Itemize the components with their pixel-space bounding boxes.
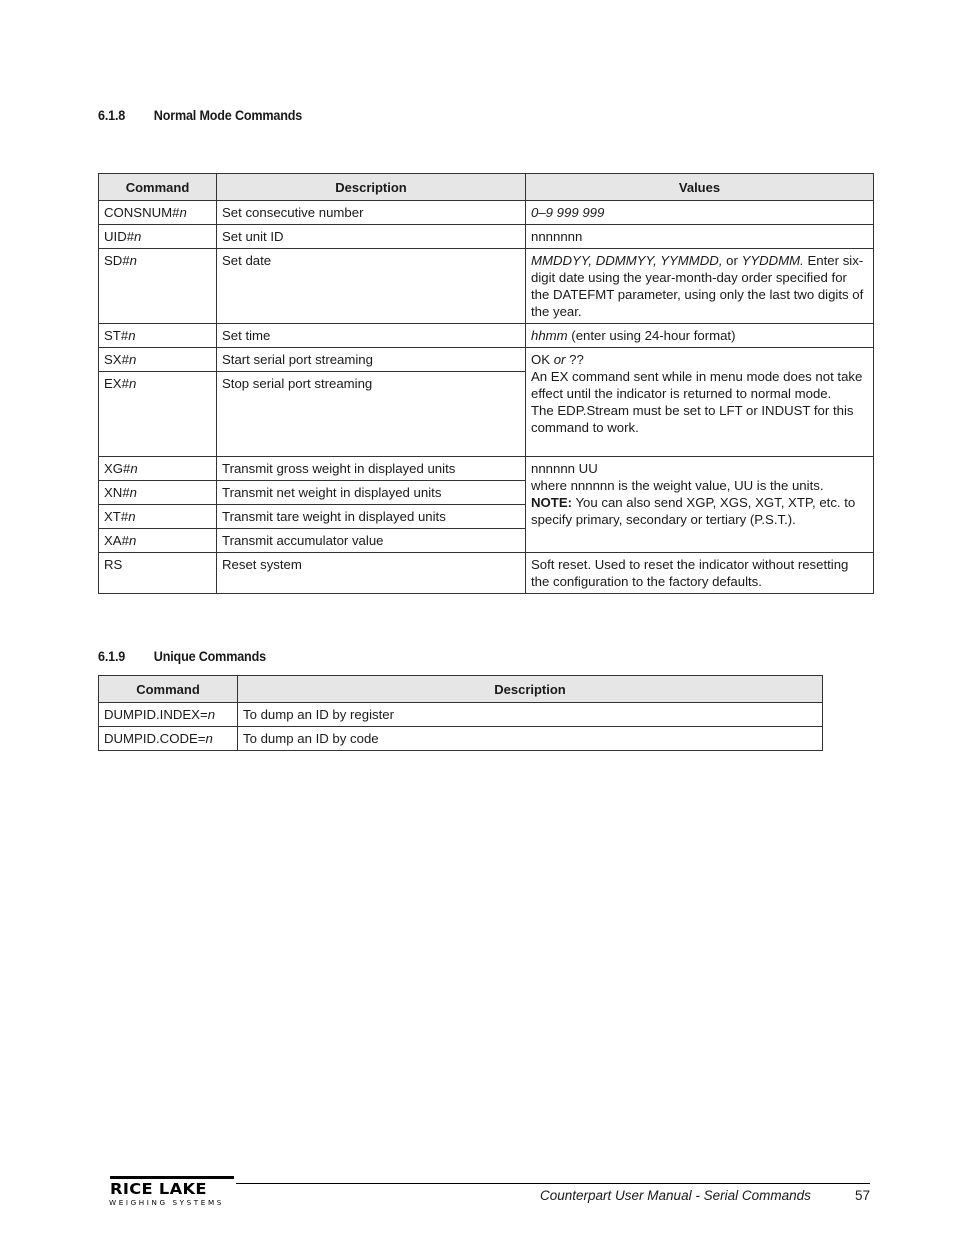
description-cell: Reset system — [217, 553, 526, 594]
stream-response-line: OK or ?? — [531, 352, 584, 367]
section-number: 6.1.9 — [98, 648, 126, 664]
command-cell: SD#n — [99, 249, 217, 324]
command-cell: UID#n — [99, 225, 217, 249]
column-header-values: Values — [526, 174, 874, 201]
command-cell: XT#n — [99, 505, 217, 529]
command-cell: DUMPID.CODE=n — [99, 727, 238, 751]
description-cell: Transmit gross weight in displayed units — [217, 457, 526, 481]
description-cell: Set unit ID — [217, 225, 526, 249]
column-header-description: Description — [217, 174, 526, 201]
section-number: 6.1.8 — [98, 107, 126, 123]
command-cell: SX#n — [99, 348, 217, 372]
values-cell: Soft reset. Used to reset the indicator without resetting the configuration to the factory defaults. — [526, 553, 874, 594]
column-header-command: Command — [99, 676, 238, 703]
table-row — [99, 324, 874, 348]
page-number: 57 — [855, 1188, 871, 1203]
command-cell: XA#n — [99, 529, 217, 553]
footer-document-title: Counterpart User Manual - Serial Commands — [540, 1188, 811, 1203]
table-row — [99, 703, 823, 727]
table-row — [99, 249, 874, 324]
command-cell: XN#n — [99, 481, 217, 505]
unique-commands-table — [98, 675, 823, 751]
stream-note-line: An EX command sent while in menu mode does not take effect until the indicator is returned to normal mode. — [531, 369, 863, 401]
table-row — [99, 727, 823, 751]
table-header-row — [99, 676, 823, 703]
command-cell: CONSNUM#n — [99, 201, 217, 225]
transmit-note: NOTE: You can also send XGP, XGS, XGT, XTP, etc. to specify primary, secondary or tertiary (P.S.T.). — [531, 495, 856, 527]
description-cell: Transmit tare weight in displayed units — [217, 505, 526, 529]
description-cell: Set consecutive number — [217, 201, 526, 225]
column-header-command: Command — [99, 174, 217, 201]
description-cell: To dump an ID by register — [238, 703, 823, 727]
description-cell: Transmit accumulator value — [217, 529, 526, 553]
table-row — [99, 457, 874, 481]
table-row — [99, 553, 874, 594]
values-cell: hhmm (enter using 24-hour format) — [526, 324, 874, 348]
command-cell: EX#n — [99, 372, 217, 457]
description-cell: Stop serial port streaming — [217, 372, 526, 457]
table-row — [99, 201, 874, 225]
column-header-description: Description — [238, 676, 823, 703]
rice-lake-logo — [108, 1176, 236, 1208]
command-cell: ST#n — [99, 324, 217, 348]
description-cell: Set date — [217, 249, 526, 324]
values-cell: MMDDYY, DDMMYY, YYMMDD, or YYDDMM. Enter six-digit date using the year-month-day order specified for the DATEFMT parameter, using only the last two digits of the year. — [526, 249, 874, 324]
command-cell: DUMPID.INDEX=n — [99, 703, 238, 727]
values-cell — [526, 457, 874, 553]
logo-tagline: WEIGHING SYSTEMS — [109, 1198, 224, 1207]
command-cell: XG#n — [99, 457, 217, 481]
command-cell: RS — [99, 553, 217, 594]
section-title: Normal Mode Commands — [153, 107, 303, 123]
description-cell: Transmit net weight in displayed units — [217, 481, 526, 505]
description-cell: To dump an ID by code — [238, 727, 823, 751]
section-heading-unique-commands — [98, 648, 266, 664]
table-row — [99, 348, 874, 372]
values-cell: nnnnnnn — [526, 225, 874, 249]
normal-mode-commands-table — [98, 173, 874, 594]
table-header-row — [99, 174, 874, 201]
logo-wordmark: RICE LAKE — [110, 1180, 207, 1198]
transmit-format-line: nnnnnn UU — [531, 461, 598, 476]
stream-note-line: The EDP.Stream must be set to LFT or INDUST for this command to work. — [531, 403, 854, 435]
footer-divider — [236, 1183, 870, 1184]
values-cell: 0–9 999 999 — [526, 201, 874, 225]
logo-bar — [110, 1176, 234, 1179]
transmit-explain-line: where nnnnnn is the weight value, UU is the units. — [531, 478, 824, 493]
section-title: Unique Commands — [153, 648, 266, 664]
table-row — [99, 225, 874, 249]
values-cell — [526, 348, 874, 457]
description-cell: Start serial port streaming — [217, 348, 526, 372]
section-heading-normal-mode — [98, 107, 302, 123]
description-cell: Set time — [217, 324, 526, 348]
